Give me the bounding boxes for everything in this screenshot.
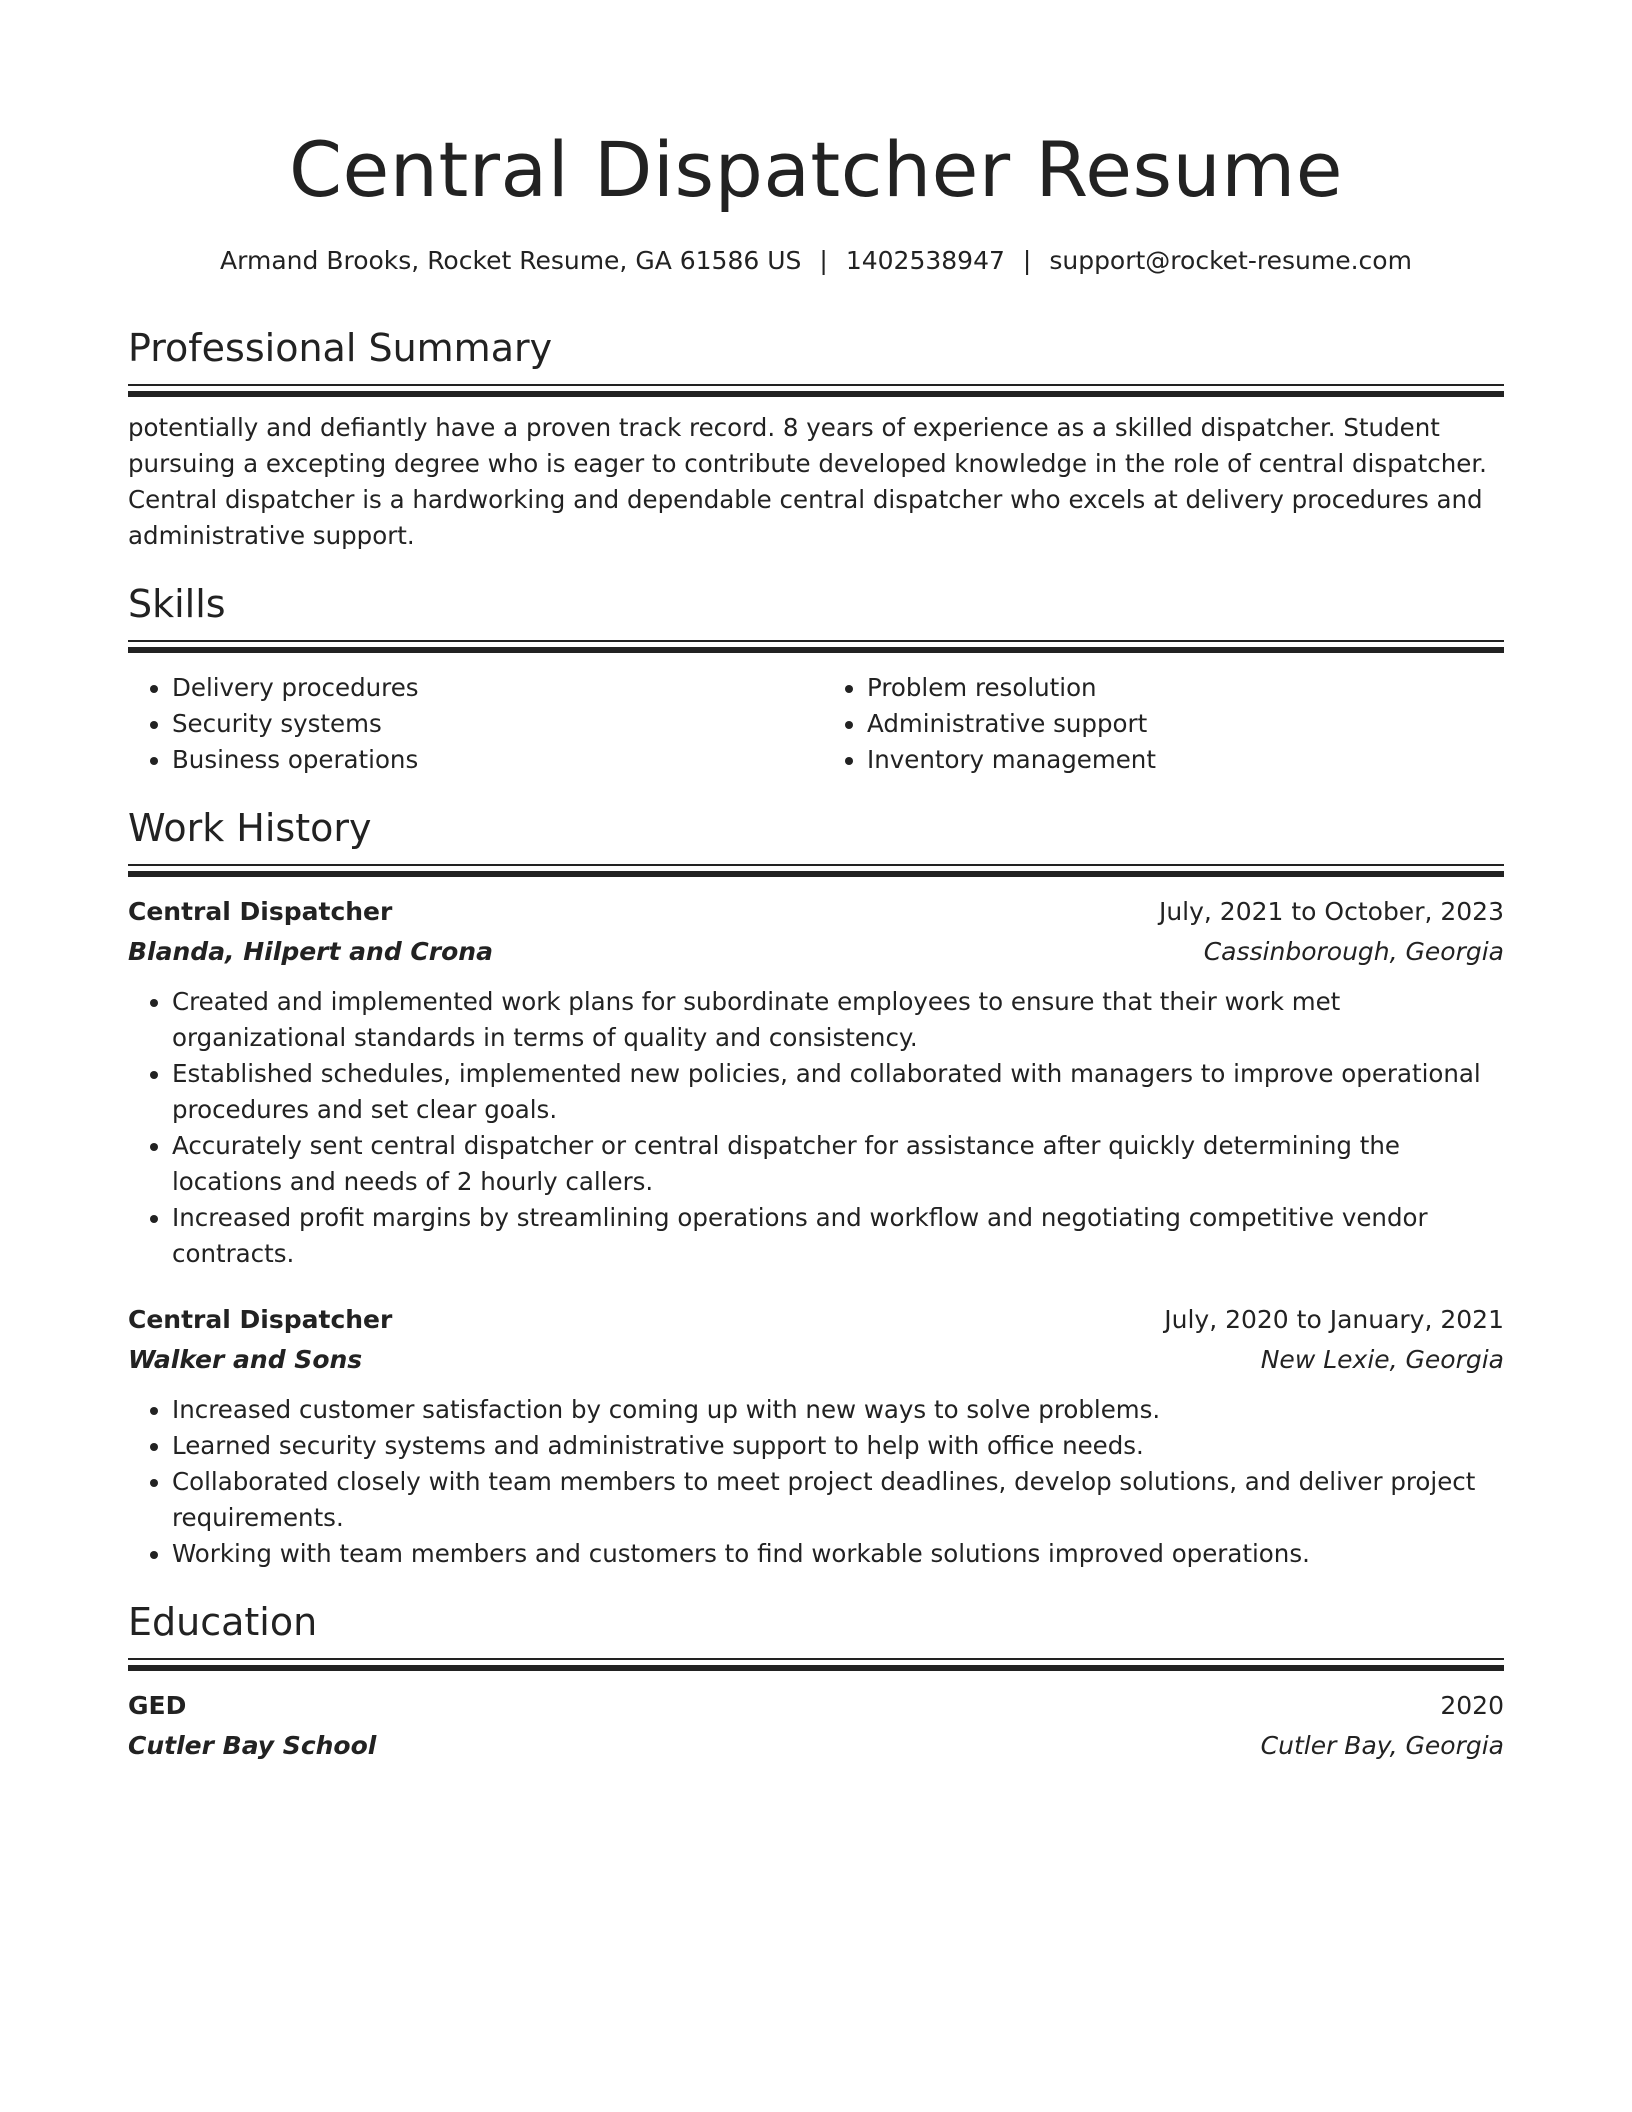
skills-section <box>128 580 1504 778</box>
section-heading-work-history: Work History <box>128 806 372 850</box>
skills-grid <box>128 670 1504 778</box>
job-company-row <box>128 932 1504 972</box>
education-entry <box>128 1686 1504 1766</box>
skill-item: • Business operations <box>172 742 809 778</box>
skill-item: • Administrative support <box>867 706 1504 742</box>
job-company: Blanda, Hilpert and Crona <box>128 937 493 966</box>
section-divider <box>128 1658 1504 1672</box>
job-bullet: • Established schedules, implemented new policies, and collaborated with managers to improve operational procedures and set clear goals. <box>172 1056 1504 1128</box>
contact-address: Armand Brooks, Rocket Resume, GA 61586 US <box>220 246 802 275</box>
job-bullet: • Increased customer satisfaction by coming up with new ways to solve problems. <box>172 1392 1504 1428</box>
contact-separator: | <box>1022 246 1032 275</box>
skill-item: • Inventory management <box>867 742 1504 778</box>
contact-line <box>128 244 1504 278</box>
job-bullets <box>128 1392 1504 1572</box>
summary-text: potentially and defiantly have a proven track record. 8 years of experience as a skilled dispatcher. Student pursuing a excepting degree who is eager to contribute developed knowledge in the role of central dispatcher. Central dispatcher is a hardworking and dependable central dispatcher who excels at delivery procedures and administrative support. <box>128 413 1487 550</box>
job-header-row <box>128 892 1504 932</box>
job-bullet: • Accurately sent central dispatcher or central dispatcher for assistance after quickly determining the locations and needs of 2 hourly callers. <box>172 1128 1504 1200</box>
job-header-row <box>128 1300 1504 1340</box>
job-location: New Lexie, Georgia <box>1260 1345 1504 1374</box>
education-school: Cutler Bay School <box>128 1731 377 1760</box>
section-heading-education: Education <box>128 1600 318 1644</box>
job-entry <box>128 1300 1504 1572</box>
job-bullets <box>128 984 1504 1272</box>
skills-list-right <box>823 670 1504 778</box>
skill-item: • Problem resolution <box>867 670 1504 706</box>
job-company: Walker and Sons <box>128 1345 363 1374</box>
contact-phone: 1402538947 <box>845 246 1005 275</box>
section-heading-skills: Skills <box>128 582 226 626</box>
education-school-row <box>128 1726 1504 1766</box>
job-title: Central Dispatcher <box>128 897 393 926</box>
section-heading-summary: Professional Summary <box>128 326 553 370</box>
education-location: Cutler Bay, Georgia <box>1260 1731 1504 1760</box>
education-year: 2020 <box>1440 1691 1504 1720</box>
education-section <box>128 1598 1504 1766</box>
job-title: Central Dispatcher <box>128 1305 393 1334</box>
resume-title: Central Dispatcher Resume <box>288 125 1344 214</box>
job-bullet: • Collaborated closely with team members to meet project deadlines, develop solutions, and deliver project requirements. <box>172 1464 1504 1536</box>
education-degree: GED <box>128 1691 187 1720</box>
job-entry <box>128 892 1504 1272</box>
work-history-section <box>128 804 1504 1572</box>
job-dates: July, 2020 to January, 2021 <box>1164 1305 1504 1334</box>
skill-item: • Delivery procedures <box>172 670 809 706</box>
contact-email: support@rocket-resume.com <box>1049 246 1412 275</box>
skill-item: • Security systems <box>172 706 809 742</box>
section-divider <box>128 384 1504 398</box>
section-divider <box>128 640 1504 654</box>
skills-list-left <box>128 670 809 778</box>
summary-section <box>128 324 1504 554</box>
section-divider <box>128 864 1504 878</box>
contact-separator: | <box>819 246 828 275</box>
job-bullet: • Working with team members and customers to find workable solutions improved operations. <box>172 1536 1504 1572</box>
job-bullet: • Learned security systems and administrative support to help with office needs. <box>172 1428 1504 1464</box>
job-company-row <box>128 1340 1504 1380</box>
job-bullet: • Increased profit margins by streamlining operations and workflow and negotiating competitive vendor contracts. <box>172 1200 1504 1272</box>
job-location: Cassinborough, Georgia <box>1203 937 1504 966</box>
job-dates: July, 2021 to October, 2023 <box>1158 897 1504 926</box>
job-bullet: • Created and implemented work plans for subordinate employees to ensure that their work met organizational standards in terms of quality and consistency. <box>172 984 1504 1056</box>
education-header-row <box>128 1686 1504 1726</box>
